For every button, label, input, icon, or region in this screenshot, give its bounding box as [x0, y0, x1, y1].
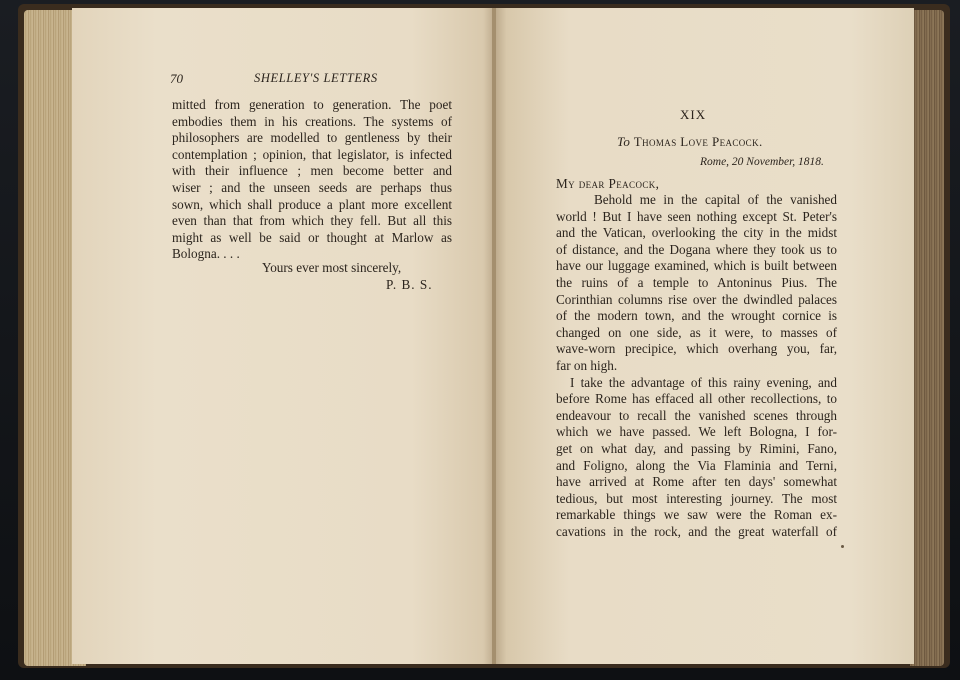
text-line: Behold me in the capital of the vanished — [594, 192, 837, 207]
text-line: the ruins of a temple to Antoninus Pius. The — [556, 274, 837, 290]
letter-salutation: My dear Peacock, — [556, 176, 660, 191]
recipient-prefix: To — [617, 134, 631, 149]
text-line: I take the advantage of this rainy evening, and — [570, 374, 837, 390]
text-line: cavations in the rock, and the great waterfall of — [556, 523, 837, 539]
text-line: tedious, but most interesting journey. The most — [556, 490, 837, 506]
text-line: wiser ; and the unseen seeds are perhaps thus — [172, 179, 452, 195]
recipient-name: Thomas Love Peacock. — [633, 134, 763, 149]
text-line: have arrived at Rome after ten days' somewhat — [556, 474, 837, 490]
letter-number: XIX — [680, 107, 707, 122]
text-line: contemplation ; opinion, that legislator, is infected — [172, 146, 452, 162]
page-number: 70 — [170, 71, 183, 86]
text-line: remarkable things we saw were the Roman ex- — [556, 507, 837, 523]
text-line: with their influence ; men become better and — [172, 163, 452, 179]
text-line: endeavour to recall the vanished scenes through — [556, 407, 837, 423]
text-line: have our luggage examined, which is built between — [556, 258, 837, 274]
text-line: before Rome has effaced all other recollections, to — [556, 391, 837, 407]
letter-dateline: Rome, 20 November, 1818. — [700, 156, 824, 168]
text-line: might as well be said or thought at Marlow as — [172, 229, 452, 245]
letter-recipient — [617, 134, 763, 150]
text-line: world ! But I have seen nothing except St. Peter's — [556, 208, 837, 224]
text-line: and the Vatican, overlooking the city in the midst — [556, 225, 837, 241]
text-line: sown, which shall produce a plant more excellent — [172, 196, 452, 212]
right-page-body — [556, 192, 837, 540]
left-page-body — [172, 97, 452, 263]
text-line: even than that from which they fell. But all this — [172, 213, 452, 229]
letter-signature: P. B. S. — [386, 277, 433, 292]
text-line: changed on one side, as it were, to masses of — [556, 324, 837, 340]
text-line: of the modern town, and the wrought cornice is — [556, 308, 837, 324]
page-speck — [841, 545, 844, 548]
text-line: get on what day, and passing by Rimini, Fano, — [556, 440, 837, 456]
text-line: embodies them in his creations. The systems of — [172, 113, 452, 129]
book-gutter — [492, 8, 496, 664]
text-line: mitted from generation to generation. The poet — [172, 97, 452, 112]
text-line: and Foligno, along the Via Flaminia and Terni, — [556, 457, 837, 473]
page-edges-right — [910, 10, 944, 666]
text-line: of distance, and the Dogana where they took us to — [556, 241, 837, 257]
text-line: far on high. — [556, 357, 618, 373]
text-line: Bologna. . . . — [172, 246, 240, 262]
letter-closing: Yours ever most sincerely, — [262, 260, 402, 275]
text-line: which we have passed. We left Bologna, I for- — [556, 424, 837, 440]
running-head: SHELLEY'S LETTERS — [254, 71, 378, 85]
text-line: wave-worn precipice, which overhang you, far, — [556, 341, 837, 357]
text-line: philosophers are modelled to gentleness by their — [172, 130, 452, 146]
text-line: Corinthian columns rise over the dwindled palaces — [556, 291, 837, 307]
